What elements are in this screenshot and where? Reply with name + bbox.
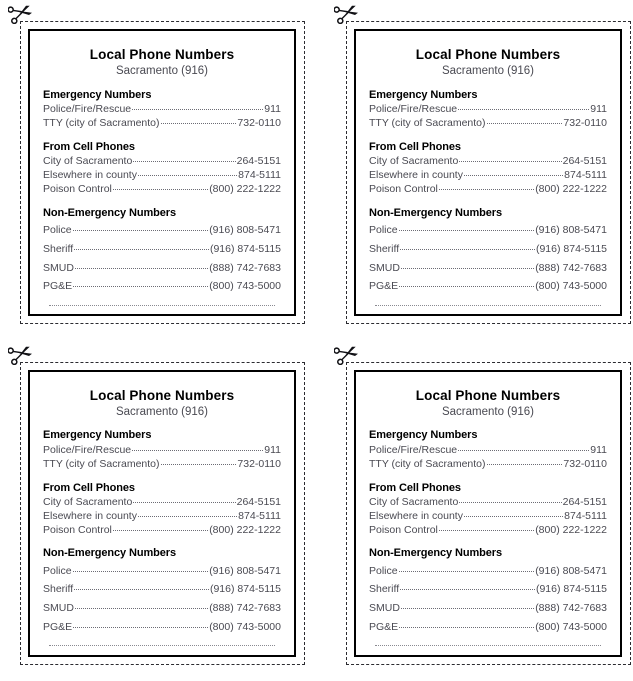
phone-entry xyxy=(43,580,281,599)
phone-entry-label: PG&E xyxy=(369,280,399,293)
phone-entry-label: SMUD xyxy=(43,602,74,615)
phone-entry xyxy=(43,458,281,472)
leader-dots xyxy=(399,627,534,628)
phone-entry-label: City of Sacramento xyxy=(43,495,133,508)
cut-out-cell-bottom-left xyxy=(0,341,326,681)
phone-entry-number: (916) 874-5115 xyxy=(535,583,607,596)
phone-entry-label: TTY (city of Sacramento) xyxy=(369,457,486,470)
card-title: Local Phone Numbers xyxy=(89,47,235,62)
phone-entry-label: Police/Fire/Rescue xyxy=(369,443,458,456)
phone-entry xyxy=(369,618,607,637)
phone-entry xyxy=(369,183,607,197)
leader-dots xyxy=(399,286,534,287)
phone-entry-label: TTY (city of Sacramento) xyxy=(43,457,160,470)
section-heading: Non-Emergency Numbers xyxy=(43,547,176,560)
phone-entry-label: Poison Control xyxy=(369,183,438,196)
write-in-line[interactable] xyxy=(375,305,601,306)
leader-dots xyxy=(459,502,561,503)
cut-out-cell-bottom-right xyxy=(326,341,633,681)
phone-entry-label: Poison Control xyxy=(369,523,438,536)
section-3 xyxy=(369,206,607,296)
phone-entry-label: Police xyxy=(43,564,72,577)
phone-entry-label: PG&E xyxy=(43,620,73,633)
section-heading: Non-Emergency Numbers xyxy=(369,547,502,560)
phone-entry xyxy=(43,599,281,618)
phone-entry-number: (800) 222-1222 xyxy=(535,183,607,196)
cut-out-cell-top-right xyxy=(326,0,633,341)
card-title: Local Phone Numbers xyxy=(415,387,561,403)
phone-entry xyxy=(369,117,607,131)
write-in-lines xyxy=(369,305,607,316)
phone-entry-label: PG&E xyxy=(369,620,399,633)
leader-dots xyxy=(464,175,563,176)
phone-entry-label: PG&E xyxy=(43,280,73,293)
phone-entry xyxy=(369,155,607,169)
phone-entry-number: 264-5151 xyxy=(236,495,281,508)
phone-entry xyxy=(369,510,607,524)
phone-entry-number: (800) 222-1222 xyxy=(535,523,607,536)
section-2 xyxy=(369,140,607,197)
phone-entry-label: Elsewhere in county xyxy=(369,169,463,182)
phone-entry xyxy=(369,496,607,510)
phone-entry xyxy=(43,444,281,458)
card-subtitle: Sacramento (916) xyxy=(441,405,535,418)
section-3 xyxy=(43,206,281,296)
phone-entry-label: City of Sacramento xyxy=(369,155,459,168)
leader-dots xyxy=(400,249,535,250)
section-2 xyxy=(369,481,607,538)
phone-entry-number: (800) 743-5000 xyxy=(535,280,607,293)
phone-entry xyxy=(43,562,281,581)
phone-entry-number: 264-5151 xyxy=(562,495,607,508)
leader-dots xyxy=(138,175,237,176)
section-heading: From Cell Phones xyxy=(369,141,461,153)
leader-dots xyxy=(161,464,237,465)
section-3 xyxy=(369,546,607,636)
phone-entry-number: 874-5111 xyxy=(564,509,607,522)
phone-entry xyxy=(43,618,281,637)
phone-entry-number: (800) 222-1222 xyxy=(209,183,281,196)
phone-entry-number: (916) 808-5471 xyxy=(535,224,607,237)
phone-entry-label: City of Sacramento xyxy=(369,495,459,508)
phone-entry-label: Elsewhere in county xyxy=(43,169,137,182)
phone-entry xyxy=(369,562,607,581)
phone-entry xyxy=(43,240,281,259)
phone-entry-label: SMUD xyxy=(43,261,74,274)
phone-entry xyxy=(43,169,281,183)
section-1 xyxy=(43,88,281,131)
phone-entry-label: Elsewhere in county xyxy=(369,509,463,522)
phone-entry-number: 874-5111 xyxy=(238,509,281,522)
leader-dots xyxy=(133,161,235,162)
phone-entry-number: 732-0110 xyxy=(563,117,607,130)
phone-entry-label: Police/Fire/Rescue xyxy=(43,103,132,116)
phone-entry-number: (800) 743-5000 xyxy=(535,620,607,633)
phone-entry-label: Police xyxy=(369,224,398,237)
phone-entry-label: Sheriff xyxy=(43,242,74,255)
leader-dots xyxy=(138,516,237,517)
leader-dots xyxy=(439,530,534,531)
phone-entry-label: Sheriff xyxy=(369,583,400,596)
leader-dots xyxy=(400,589,535,590)
phone-entry xyxy=(369,259,607,278)
phone-entry-number: 911 xyxy=(590,103,607,116)
phone-entry-number: (888) 742-7683 xyxy=(535,602,607,615)
leader-dots xyxy=(113,530,208,531)
phone-entry-label: Elsewhere in county xyxy=(43,509,137,522)
phone-entry xyxy=(369,169,607,183)
section-heading: Emergency Numbers xyxy=(43,429,152,442)
leader-dots xyxy=(161,123,237,124)
card-subtitle: Sacramento (916) xyxy=(115,405,209,418)
leader-dots xyxy=(401,608,534,609)
section-2 xyxy=(43,481,281,538)
write-in-line[interactable] xyxy=(375,645,601,646)
phone-entry-number: 264-5151 xyxy=(562,155,607,168)
phone-entry-number: 732-0110 xyxy=(237,457,281,470)
phone-entry-label: TTY (city of Sacramento) xyxy=(43,117,160,130)
cut-out-cell-top-left xyxy=(0,0,326,341)
card-subtitle: Sacramento (916) xyxy=(115,65,209,78)
card-subtitle: Sacramento (916) xyxy=(441,65,535,78)
section-heading: From Cell Phones xyxy=(369,481,461,494)
leader-dots xyxy=(73,571,209,572)
phone-entry-number: (888) 742-7683 xyxy=(209,602,281,615)
phone-number-card xyxy=(354,370,622,657)
section-heading: Non-Emergency Numbers xyxy=(43,206,176,219)
section-heading: Non-Emergency Numbers xyxy=(369,206,502,219)
leader-dots xyxy=(399,230,535,231)
phone-entry xyxy=(369,103,607,117)
leader-dots xyxy=(133,502,235,503)
phone-entry-number: 264-5151 xyxy=(236,155,281,168)
leader-dots xyxy=(74,589,209,590)
card-title: Local Phone Numbers xyxy=(89,387,235,403)
phone-entry-label: Sheriff xyxy=(369,242,400,255)
leader-dots xyxy=(75,268,208,269)
phone-entry-label: Poison Control xyxy=(43,523,112,536)
phone-entry xyxy=(43,510,281,524)
phone-entry-number: 732-0110 xyxy=(563,457,607,470)
phone-entry-number: (916) 808-5471 xyxy=(535,564,607,577)
write-in-lines xyxy=(43,645,281,656)
phone-entry xyxy=(43,103,281,117)
leader-dots xyxy=(487,464,563,465)
phone-entry xyxy=(369,444,607,458)
phone-entry xyxy=(369,458,607,472)
leader-dots xyxy=(73,286,208,287)
phone-entry-number: 911 xyxy=(590,443,607,456)
phone-entry xyxy=(43,183,281,197)
phone-entry-label: Police xyxy=(369,564,398,577)
section-1 xyxy=(43,428,281,471)
phone-entry-number: 911 xyxy=(264,103,281,116)
phone-entry xyxy=(43,221,281,240)
section-heading: From Cell Phones xyxy=(43,141,135,153)
phone-entry-number: (888) 742-7683 xyxy=(209,261,281,274)
leader-dots xyxy=(439,189,534,190)
section-heading: From Cell Phones xyxy=(43,481,135,494)
leader-dots xyxy=(401,268,534,269)
leader-dots xyxy=(132,450,263,451)
phone-entry-label: Police/Fire/Rescue xyxy=(369,103,458,116)
write-in-line[interactable] xyxy=(49,645,275,646)
phone-entry-label: Police/Fire/Rescue xyxy=(43,443,132,456)
phone-entry-label: Sheriff xyxy=(43,583,74,596)
phone-entry-number: 874-5111 xyxy=(564,169,607,182)
phone-entry-label: Police xyxy=(43,224,72,237)
phone-number-card xyxy=(28,29,296,316)
phone-entry xyxy=(43,259,281,278)
phone-entry xyxy=(369,221,607,240)
write-in-line[interactable] xyxy=(49,305,275,306)
write-in-lines xyxy=(43,305,281,316)
phone-entry xyxy=(43,155,281,169)
leader-dots xyxy=(74,249,209,250)
cut-line-border xyxy=(20,362,305,665)
phone-entry-label: City of Sacramento xyxy=(43,155,133,168)
leader-dots xyxy=(73,230,209,231)
section-heading: Emergency Numbers xyxy=(369,88,478,101)
leader-dots xyxy=(75,608,208,609)
phone-entry-number: (916) 808-5471 xyxy=(209,224,281,237)
phone-entry xyxy=(369,580,607,599)
phone-entry-label: Poison Control xyxy=(43,183,112,196)
leader-dots xyxy=(464,516,563,517)
phone-entry xyxy=(43,524,281,538)
section-2 xyxy=(43,140,281,197)
phone-entry-label: SMUD xyxy=(369,261,400,274)
phone-entry-number: 874-5111 xyxy=(238,169,281,182)
leader-dots xyxy=(487,123,563,124)
phone-entry xyxy=(43,117,281,131)
leader-dots xyxy=(73,627,208,628)
phone-entry xyxy=(369,599,607,618)
card-title: Local Phone Numbers xyxy=(415,47,561,62)
leader-dots xyxy=(458,450,589,451)
phone-entry-number: (916) 874-5115 xyxy=(209,242,281,255)
phone-entry-number: (916) 874-5115 xyxy=(209,583,281,596)
phone-entry-number: (916) 874-5115 xyxy=(535,242,607,255)
phone-entry-number: (800) 743-5000 xyxy=(209,620,281,633)
leader-dots xyxy=(458,109,589,110)
phone-number-card xyxy=(354,29,622,316)
section-1 xyxy=(369,428,607,471)
phone-entry-number: (800) 743-5000 xyxy=(209,280,281,293)
cut-line-border xyxy=(346,21,631,324)
write-in-lines xyxy=(369,645,607,656)
phone-number-card xyxy=(28,370,296,657)
section-1 xyxy=(369,88,607,131)
phone-entry-number: (916) 808-5471 xyxy=(209,564,281,577)
leader-dots xyxy=(399,571,535,572)
phone-entry xyxy=(369,240,607,259)
phone-entry xyxy=(43,496,281,510)
phone-entry xyxy=(369,524,607,538)
section-3 xyxy=(43,546,281,636)
section-heading: Emergency Numbers xyxy=(43,88,152,101)
leader-dots xyxy=(113,189,208,190)
phone-entry-label: TTY (city of Sacramento) xyxy=(369,117,486,130)
phone-entry xyxy=(369,277,607,296)
cut-line-border xyxy=(346,362,631,665)
phone-entry-number: 911 xyxy=(264,443,281,456)
phone-entry-number: (800) 222-1222 xyxy=(209,523,281,536)
cut-line-border xyxy=(20,21,305,324)
phone-entry-label: SMUD xyxy=(369,602,400,615)
phone-entry-number: (888) 742-7683 xyxy=(535,261,607,274)
phone-entry-number: 732-0110 xyxy=(237,117,281,130)
leader-dots xyxy=(459,161,561,162)
phone-entry xyxy=(43,277,281,296)
section-heading: Emergency Numbers xyxy=(369,429,478,442)
leader-dots xyxy=(132,109,263,110)
